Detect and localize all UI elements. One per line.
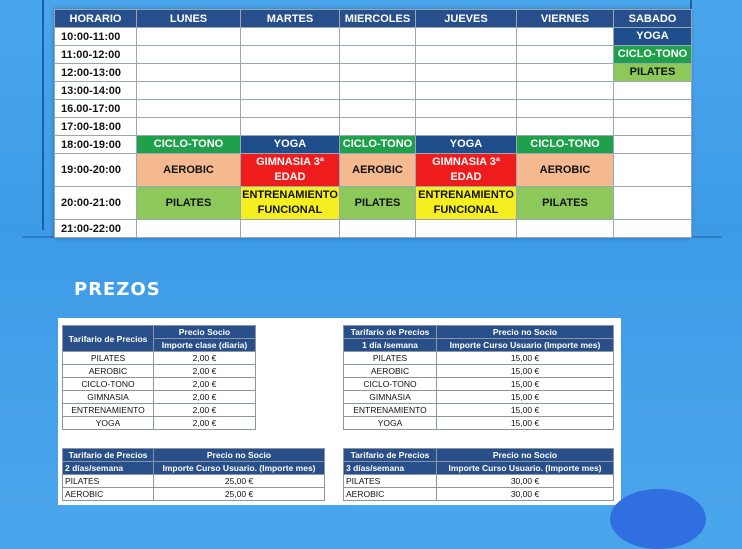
- schedule-empty-cell: [241, 46, 340, 64]
- frame-left-line: [42, 0, 44, 230]
- price-activity: AEROBIC: [344, 365, 437, 378]
- schedule-row: [55, 154, 692, 187]
- price-value: 2,00 €: [154, 391, 256, 404]
- price-activity: PILATES: [344, 352, 437, 365]
- price-table-head2: Importe Curso Usuario. (Importe mes): [437, 462, 614, 475]
- price-row: [344, 488, 614, 501]
- price-table-head2: Importe Curso Usuario (Importe mes): [437, 339, 614, 352]
- schedule-empty-cell: [241, 100, 340, 118]
- schedule-row: [55, 136, 692, 154]
- schedule-class-cell: AEROBIC: [137, 154, 241, 187]
- schedule-time: 19:00-20:00: [55, 154, 137, 187]
- schedule-empty-cell: [340, 82, 416, 100]
- price-value: 2,00 €: [154, 417, 256, 430]
- price-value: 30,00 €: [437, 475, 614, 488]
- schedule-empty-cell: [614, 136, 692, 154]
- price-activity: CICLO-TONO: [344, 378, 437, 391]
- price-value: 2,00 €: [154, 352, 256, 365]
- price-activity: PILATES: [63, 475, 154, 488]
- price-table-head1: Precio no Socio: [154, 449, 325, 462]
- schedule-empty-cell: [137, 82, 241, 100]
- schedule-class-cell: CICLO-TONO: [517, 136, 614, 154]
- price-table-corner: Tarifario de Precios: [63, 449, 154, 462]
- schedule-header-jueves: JUEVES: [416, 10, 517, 28]
- price-table-no-socio-1: [343, 325, 614, 430]
- prices-title: PREZOS: [74, 279, 161, 300]
- price-activity: GIMNASIA: [344, 391, 437, 404]
- price-row: [344, 417, 614, 430]
- schedule-time: 13:00-14:00: [55, 82, 137, 100]
- price-activity: YOGA: [63, 417, 154, 430]
- schedule-class-cell: PILATES: [137, 187, 241, 220]
- schedule-class-cell: ENTRENAMIENTO FUNCIONAL: [241, 187, 340, 220]
- schedule-empty-cell: [517, 28, 614, 46]
- price-table-head1: Precio no Socio: [437, 449, 614, 462]
- price-table-no-socio-3: [343, 448, 614, 501]
- schedule-row: [55, 118, 692, 136]
- schedule-empty-cell: [340, 64, 416, 82]
- schedule-empty-cell: [614, 100, 692, 118]
- schedule-class-cell: ENTRENAMIENTO FUNCIONAL: [416, 187, 517, 220]
- price-value: 25,00 €: [154, 475, 325, 488]
- price-row: [63, 378, 256, 391]
- schedule-body: [55, 28, 692, 238]
- schedule-empty-cell: [340, 28, 416, 46]
- price-table-corner: Tarifario de Precios: [344, 326, 437, 339]
- price-value: 15,00 €: [437, 391, 614, 404]
- price-activity: AEROBIC: [344, 488, 437, 501]
- price-table-head1: Precio Socio: [154, 326, 256, 339]
- price-row: [344, 475, 614, 488]
- price-row: [63, 488, 325, 501]
- price-table-no-socio-2: [62, 448, 325, 501]
- schedule-class-cell: YOGA: [614, 28, 692, 46]
- price-table-head2: Importe clase (diaria): [154, 339, 256, 352]
- price-row: [63, 404, 256, 417]
- schedule-empty-cell: [614, 82, 692, 100]
- price-activity: AEROBIC: [63, 488, 154, 501]
- price-table-sub: 3 días/semana: [344, 462, 437, 475]
- schedule-time: 20:00-21:00: [55, 187, 137, 220]
- schedule-empty-cell: [517, 118, 614, 136]
- schedule-time: 10:00-11:00: [55, 28, 137, 46]
- schedule-row: [55, 82, 692, 100]
- schedule-empty-cell: [416, 82, 517, 100]
- schedule-header-martes: MARTES: [241, 10, 340, 28]
- price-value: 15,00 €: [437, 365, 614, 378]
- price-table-sub: 1 día /semana: [344, 339, 437, 352]
- price-activity: ENTRENAMIENTO: [63, 404, 154, 417]
- schedule-empty-cell: [137, 100, 241, 118]
- schedule-class-cell: AEROBIC: [340, 154, 416, 187]
- schedule-empty-cell: [416, 46, 517, 64]
- price-value: 15,00 €: [437, 378, 614, 391]
- schedule-header-row: [55, 10, 692, 28]
- price-activity: CICLO-TONO: [63, 378, 154, 391]
- price-value: 2,00 €: [154, 365, 256, 378]
- schedule-header-lunes: LUNES: [137, 10, 241, 28]
- decorative-circle: [610, 489, 706, 549]
- price-activity: ENTRENAMIENTO: [344, 404, 437, 417]
- schedule-empty-cell: [137, 220, 241, 238]
- price-row: [344, 378, 614, 391]
- price-table-socio: [62, 325, 256, 430]
- schedule-header-miercoles: MIERCOLES: [340, 10, 416, 28]
- schedule-empty-cell: [517, 82, 614, 100]
- schedule-empty-cell: [340, 100, 416, 118]
- schedule-empty-cell: [517, 100, 614, 118]
- schedule-class-cell: GIMNASIA 3ª EDAD: [241, 154, 340, 187]
- schedule-class-cell: CICLO-TONO: [340, 136, 416, 154]
- price-row: [344, 352, 614, 365]
- price-activity: YOGA: [344, 417, 437, 430]
- schedule-empty-cell: [340, 46, 416, 64]
- price-value: 2,00 €: [154, 378, 256, 391]
- schedule-empty-cell: [241, 118, 340, 136]
- schedule-class-cell: YOGA: [241, 136, 340, 154]
- schedule-empty-cell: [137, 64, 241, 82]
- schedule-empty-cell: [614, 118, 692, 136]
- schedule-empty-cell: [614, 220, 692, 238]
- schedule-class-cell: GIMNASIA 3ª EDAD: [416, 154, 517, 187]
- price-table-head1: Precio no Socio: [437, 326, 614, 339]
- schedule-class-cell: CICLO-TONO: [137, 136, 241, 154]
- schedule-empty-cell: [517, 46, 614, 64]
- price-activity: AEROBIC: [63, 365, 154, 378]
- schedule-row: [55, 220, 692, 238]
- schedule-row: [55, 46, 692, 64]
- schedule-row: [55, 100, 692, 118]
- price-row: [344, 404, 614, 417]
- price-row: [63, 352, 256, 365]
- price-table-sub: 2 días/semana: [63, 462, 154, 475]
- price-row: [63, 365, 256, 378]
- schedule-empty-cell: [517, 220, 614, 238]
- schedule-class-cell: PILATES: [614, 64, 692, 82]
- schedule-class-cell: PILATES: [340, 187, 416, 220]
- price-table-head2: Importe Curso Usuario. (Importe mes): [154, 462, 325, 475]
- schedule-class-cell: YOGA: [416, 136, 517, 154]
- schedule-time: 11:00-12:00: [55, 46, 137, 64]
- schedule-empty-cell: [340, 220, 416, 238]
- price-row: [63, 417, 256, 430]
- price-table-corner: Tarifario de Precios: [344, 449, 437, 462]
- schedule-empty-cell: [241, 28, 340, 46]
- schedule-row: [55, 64, 692, 82]
- schedule-class-cell: CICLO-TONO: [614, 46, 692, 64]
- schedule-time: 21:00-22:00: [55, 220, 137, 238]
- schedule-empty-cell: [137, 118, 241, 136]
- price-row: [63, 475, 325, 488]
- schedule-empty-cell: [614, 154, 692, 187]
- schedule-empty-cell: [137, 28, 241, 46]
- schedule-empty-cell: [137, 46, 241, 64]
- price-row: [63, 391, 256, 404]
- schedule-row: [55, 187, 692, 220]
- schedule-row: [55, 28, 692, 46]
- schedule-header-horario: HORARIO: [55, 10, 137, 28]
- price-activity: PILATES: [63, 352, 154, 365]
- schedule-empty-cell: [241, 82, 340, 100]
- price-value: 2,00 €: [154, 404, 256, 417]
- price-value: 15,00 €: [437, 404, 614, 417]
- price-row: [344, 365, 614, 378]
- schedule-empty-cell: [517, 64, 614, 82]
- price-value: 30,00 €: [437, 488, 614, 501]
- price-activity: GIMNASIA: [63, 391, 154, 404]
- schedule-time: 16.00-17:00: [55, 100, 137, 118]
- schedule-empty-cell: [241, 220, 340, 238]
- price-table-corner: Tarifario de Precios: [63, 326, 154, 352]
- schedule-time: 17:00-18:00: [55, 118, 137, 136]
- schedule-empty-cell: [416, 28, 517, 46]
- schedule-header-viernes: VIERNES: [517, 10, 614, 28]
- schedule-empty-cell: [416, 100, 517, 118]
- schedule-empty-cell: [241, 64, 340, 82]
- schedule-class-cell: AEROBIC: [517, 154, 614, 187]
- price-value: 25,00 €: [154, 488, 325, 501]
- class-schedule: [54, 9, 691, 238]
- price-value: 15,00 €: [437, 417, 614, 430]
- schedule-empty-cell: [416, 118, 517, 136]
- price-value: 15,00 €: [437, 352, 614, 365]
- schedule-empty-cell: [416, 220, 517, 238]
- schedule-empty-cell: [340, 118, 416, 136]
- schedule-empty-cell: [614, 187, 692, 220]
- schedule-time: 12:00-13:00: [55, 64, 137, 82]
- schedule-time: 18:00-19:00: [55, 136, 137, 154]
- schedule-empty-cell: [416, 64, 517, 82]
- price-tables-panel: [58, 318, 621, 505]
- schedule-class-cell: PILATES: [517, 187, 614, 220]
- price-row: [344, 391, 614, 404]
- schedule-header-sabado: SABADO: [614, 10, 692, 28]
- price-activity: PILATES: [344, 475, 437, 488]
